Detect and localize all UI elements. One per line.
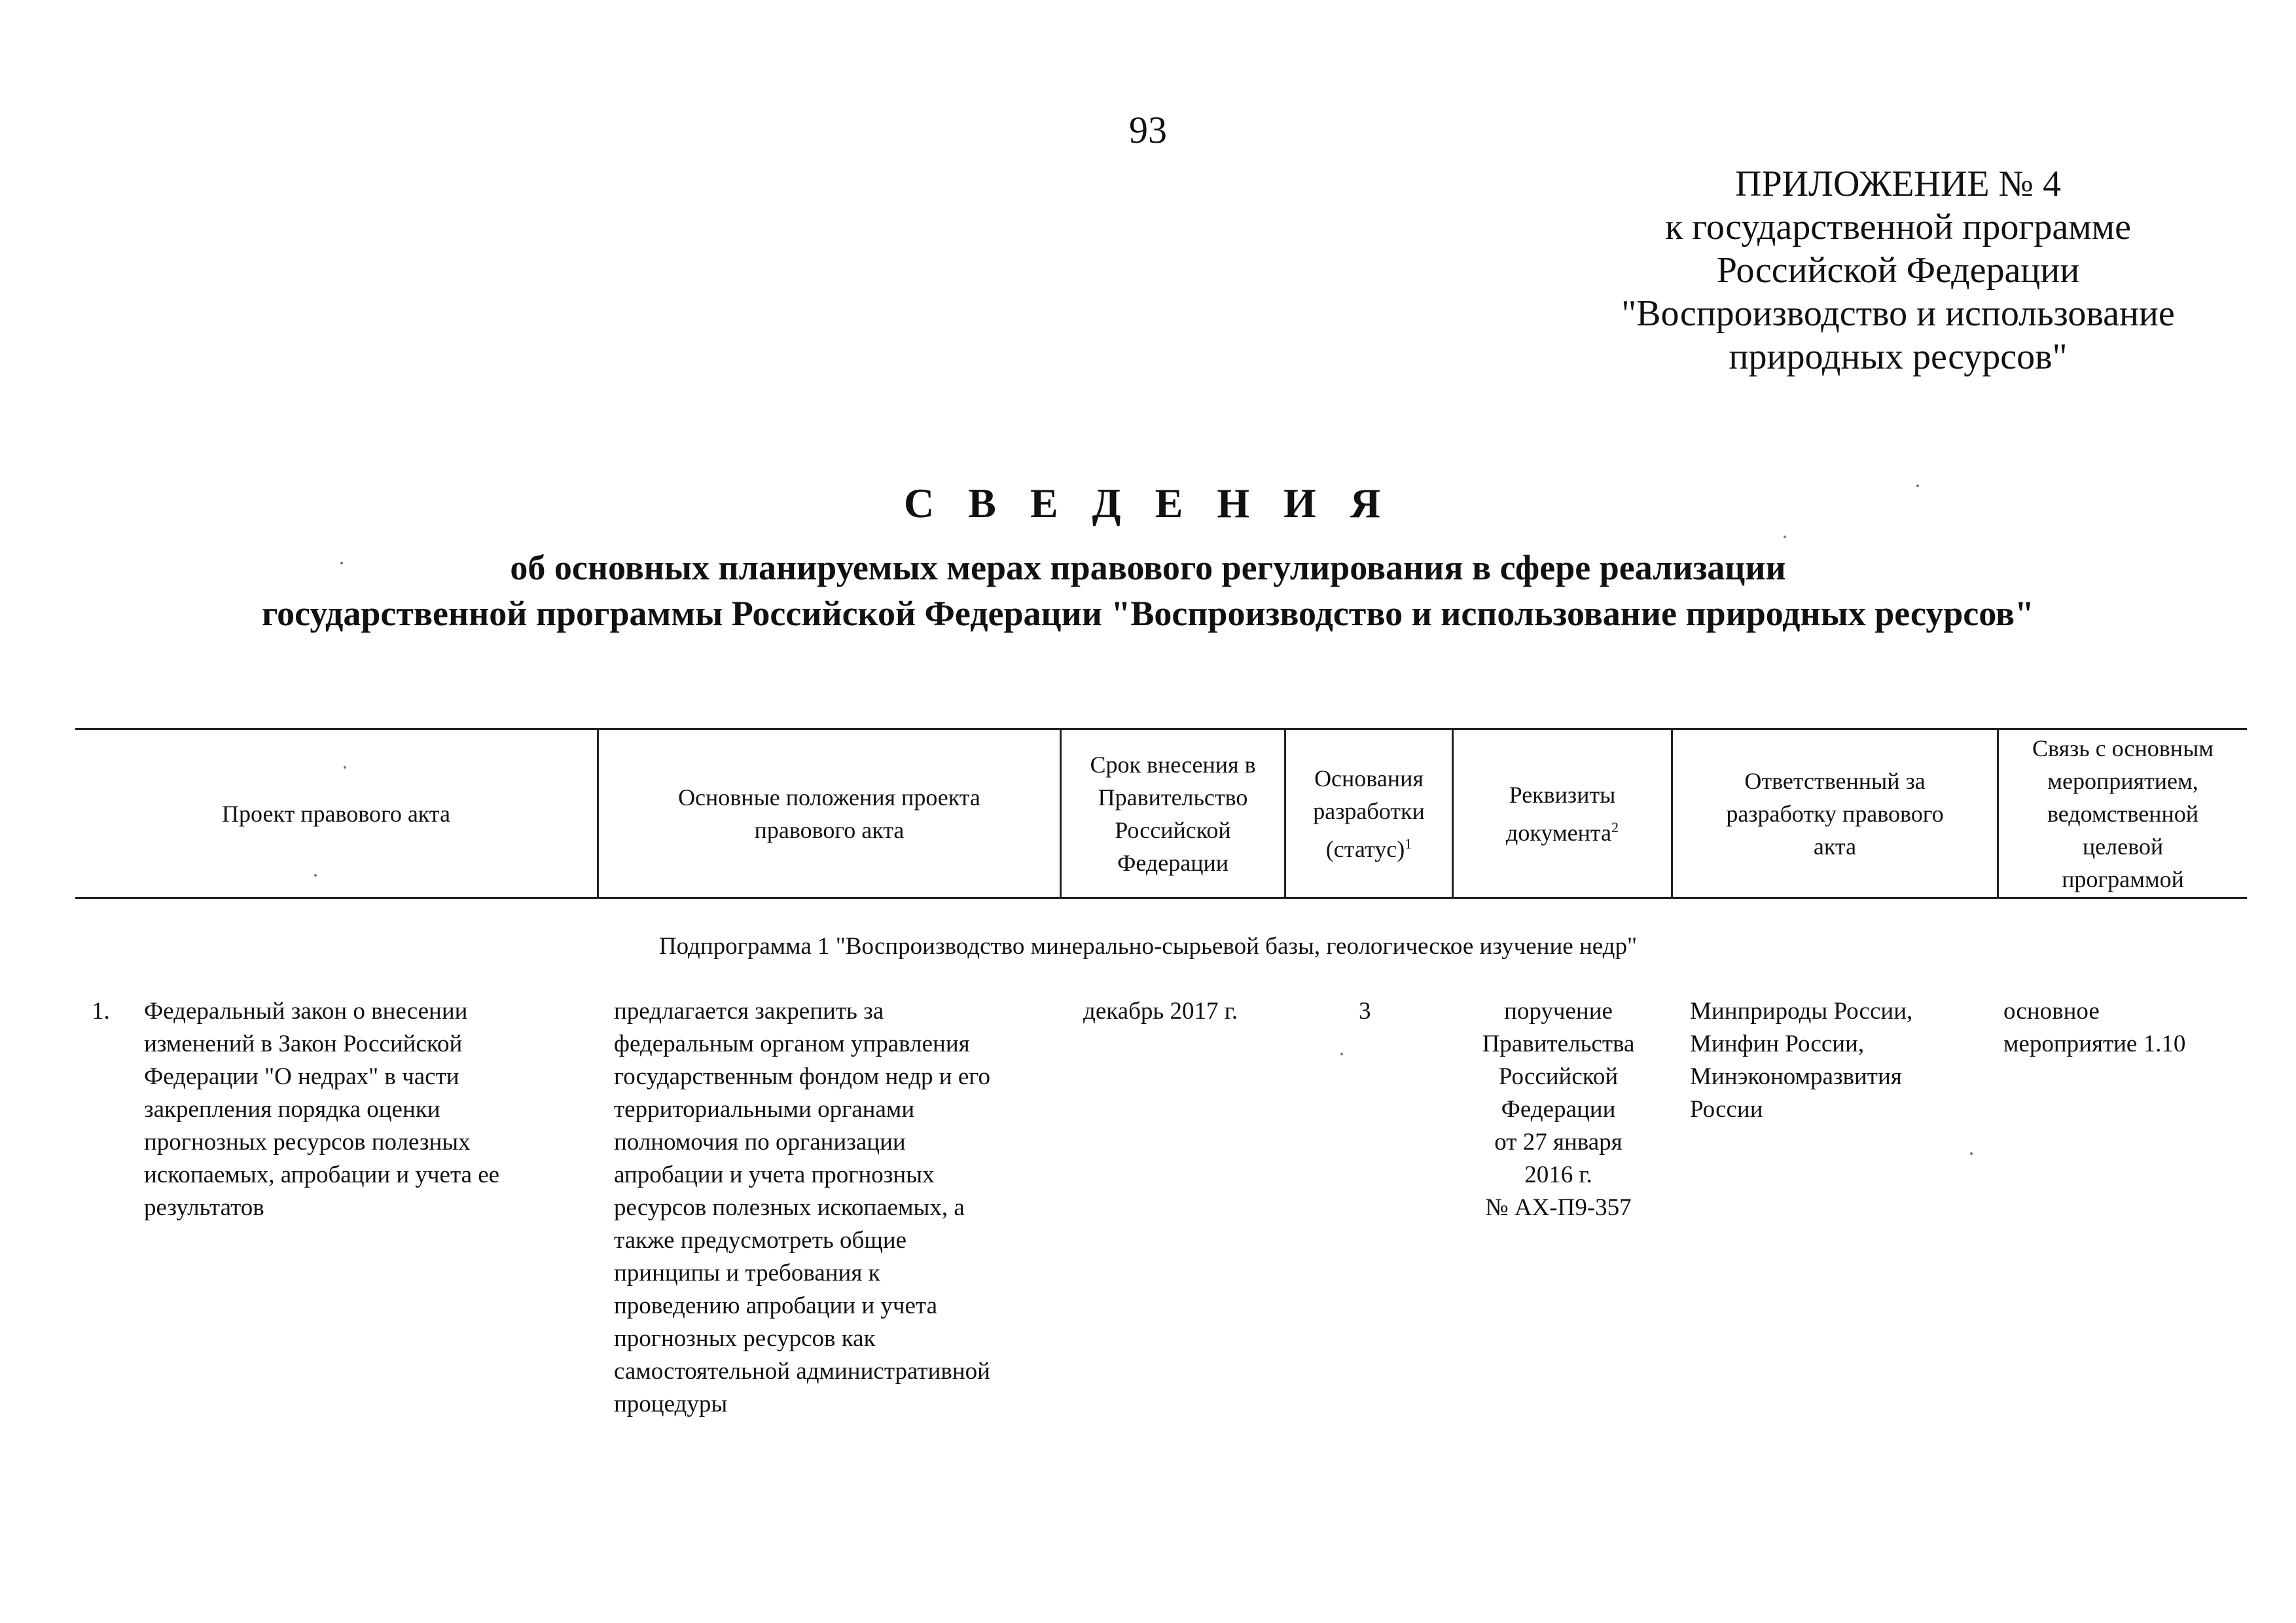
- header-responsible: Ответственный за разработку правового акта: [1726, 767, 1944, 860]
- table-header: [75, 728, 2247, 899]
- header-basis: Основания разработки (статус)$^1$: [1313, 765, 1425, 862]
- appendix-line: природных ресурсов": [1729, 337, 2068, 377]
- header-details: Реквизиты документа$^2$: [1506, 781, 1619, 846]
- appendix-line: к государственной программе: [1665, 207, 2131, 247]
- scan-speck: [1784, 536, 1786, 538]
- row-project: Федеральный закон о внесении изменений в Закон Российской Федерации "О недрах" в части закрепления порядка оценки прогнозных ресурсов полезных ископаемых, апробации и учета ее результатов: [144, 998, 500, 1221]
- row-basis: 3: [1359, 998, 1371, 1025]
- document-subtitle: [131, 545, 2165, 636]
- scan-speck: [344, 766, 346, 769]
- row-link: основное мероприятие 1.10: [2003, 998, 2186, 1057]
- row-number: 1.: [92, 998, 110, 1025]
- subtitle-line-1: об основных планируемых мерах правового регулирования в сфере реализации: [510, 548, 1786, 587]
- scan-speck: [340, 562, 343, 564]
- appendix-line: Российской Федерации: [1716, 250, 2080, 291]
- row-responsible: Минприроды России, Минфин России, Минэкономразвития России: [1690, 998, 1913, 1123]
- row-details: поручение Правительства Российской Федерации от 27 января 2016 г. № АХ-П9-357: [1482, 998, 1635, 1221]
- appendix-line: ПРИЛОЖЕНИЕ № 4: [1735, 164, 2061, 204]
- subprogram-heading: Подпрограмма 1 "Воспроизводство минерально-сырьевой базы, геологическое изучение недр": [658, 933, 1638, 960]
- scan-speck: [314, 874, 317, 877]
- header-link: Связь с основным мероприятием, ведомственной целевой программой: [2032, 735, 2214, 892]
- subtitle-line-2: государственной программы Российской Федерации "Воспроизводство и использование природных ресурсов": [262, 594, 2034, 633]
- appendix-heading: [1571, 162, 2225, 378]
- header-project: Проект правового акта: [222, 800, 450, 827]
- row-deadline: декабрь 2017 г.: [1083, 998, 1238, 1025]
- appendix-line: "Воспроизводство и использование: [1621, 293, 2175, 334]
- row-provisions: предлагается закрепить за федеральным органом управления государственным фондом недр и его территориальными органами полномочия по организации апробации и учета прогнозных ресурсов полезных ископаемых, а также предусмотреть общие принципы и требования к проведению апробации и учета прогнозных ресурсов как самостоятельной административной процедуры: [614, 998, 991, 1417]
- document-title: С В Е Д Е Н И Я: [903, 480, 1393, 526]
- scan-speck: [1970, 1152, 1973, 1155]
- page-number: 93: [1129, 109, 1167, 151]
- scan-speck: [1916, 484, 1919, 487]
- scan-speck: [1340, 1053, 1343, 1055]
- header-provisions: Основные положения проекта правового акта: [678, 784, 980, 843]
- header-deadline: Срок внесения в Правительство Российской Федерации: [1090, 751, 1256, 876]
